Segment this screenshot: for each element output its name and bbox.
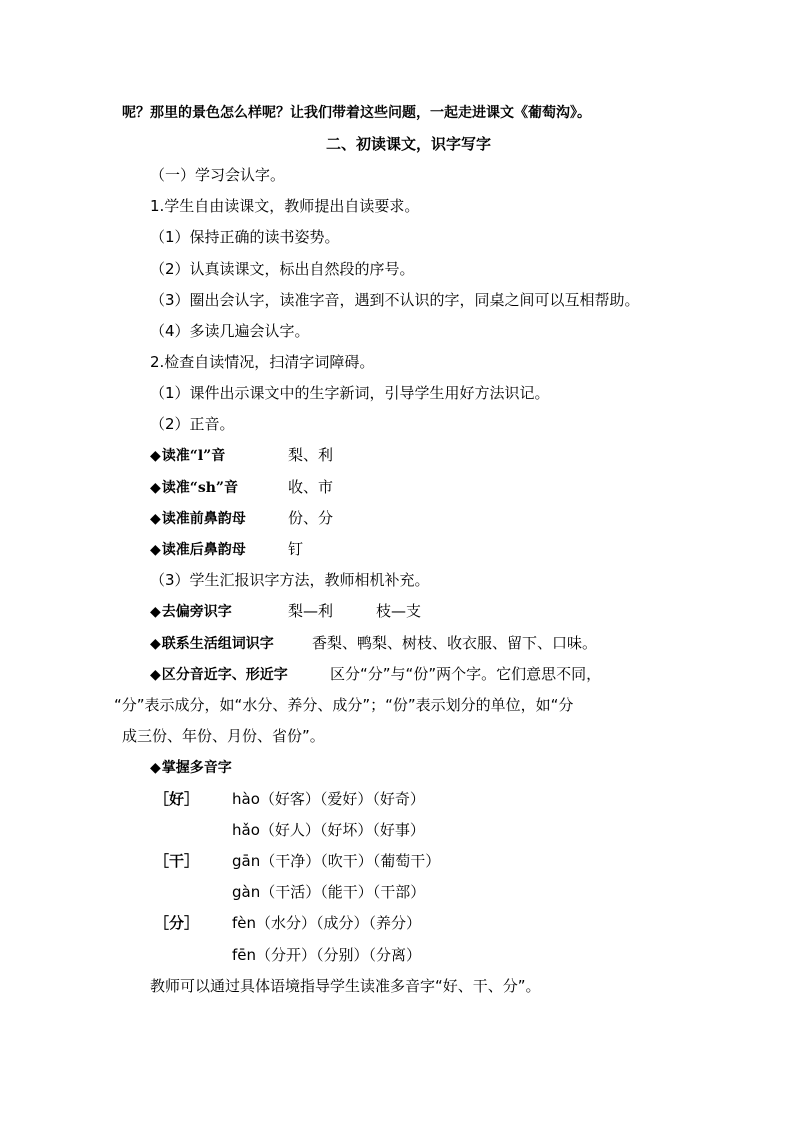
diamond-bullet-icon: ◆ xyxy=(150,542,161,558)
step1-text: 1.学生自由读课文，教师提出自读要求。 xyxy=(150,197,420,215)
diamond-bullet-icon: ◆ xyxy=(150,480,161,496)
diamond-bullet-icon: ◆ xyxy=(150,760,161,776)
polyphone-reading: fēn（分开）（分别）（分离） xyxy=(232,946,422,964)
intro-tail-text: 呢？那里的景色怎么样呢？让我们带着这些问题，一起走进课文《葡萄沟》。 xyxy=(122,105,591,121)
step2-item-2: （2）正音。 xyxy=(150,415,235,433)
step2-item-1: （1）课件出示课文中的生字新词，引导学生用好方法识记。 xyxy=(150,384,550,402)
pronunciation-label: 读准前鼻韵母 xyxy=(161,511,246,527)
diamond-bullet-icon: ◆ xyxy=(150,448,161,464)
radical-pair-1: 梨—利 xyxy=(288,602,334,620)
pronunciation-row xyxy=(150,508,246,529)
diamond-bullet-icon: ◆ xyxy=(150,667,161,683)
section-heading: 二、初读课文，识字写字 xyxy=(326,135,492,153)
pronunciation-label: 读准后鼻韵母 xyxy=(161,542,246,558)
distinguish-line-3: 成三份、年份、月份、省份”。 xyxy=(122,727,325,745)
polyphone-label: 掌握多音字 xyxy=(161,760,232,776)
diamond-bullet-icon: ◆ xyxy=(150,604,161,620)
pronunciation-chars: 份、分 xyxy=(288,509,334,527)
step1-item-4: （4）多读几遍会认字。 xyxy=(150,322,310,340)
pronunciation-label: 读准“sh”音 xyxy=(161,480,238,496)
pronunciation-row xyxy=(150,477,238,498)
polyphone-char: ［分］ xyxy=(154,914,200,932)
pronunciation-chars: 钉 xyxy=(288,540,304,558)
polyphone-reading: gān（干净）（吹干）（葡萄干） xyxy=(232,852,441,870)
pronunciation-row xyxy=(150,539,246,560)
word-group-text: 香梨、鸭梨、树枝、收衣服、留下、口味。 xyxy=(312,634,598,652)
closing-text: 教师可以通过具体语境指导学生读准多音字“好、干、分”。 xyxy=(150,977,541,995)
polyphone-char: ［干］ xyxy=(154,852,200,870)
diamond-bullet-icon: ◆ xyxy=(150,636,161,652)
subsection-title: （一）学习会认字。 xyxy=(150,166,286,184)
polyphone-char: ［好］ xyxy=(154,790,200,808)
polyphone-reading: hào（好客）（爱好）（好奇） xyxy=(232,790,425,808)
radical-pair-2: 枝—支 xyxy=(376,602,422,620)
word-group-label: 联系生活组词识字 xyxy=(161,636,274,652)
diamond-bullet-icon: ◆ xyxy=(150,511,161,527)
polyphone-reading: gàn（干活）（能干）（干部） xyxy=(232,883,426,901)
radical-row xyxy=(150,601,232,622)
polyphone-row xyxy=(150,757,232,778)
pronunciation-chars: 收、市 xyxy=(288,478,334,496)
pronunciation-chars: 梨、利 xyxy=(288,446,334,464)
distinguish-line-1: 区分“分”与“份”两个字。它们意思不同， xyxy=(330,665,602,683)
step1-item-3: （3）圈出会认字，读准字音，遇到不认识的字，同桌之间可以互相帮助。 xyxy=(150,291,640,309)
pronunciation-label: 读准“l”音 xyxy=(161,448,226,464)
distinguish-row xyxy=(150,664,288,685)
step2-text: 2.检查自读情况，扫清字词障碍。 xyxy=(150,353,375,371)
polyphone-reading: fèn（水分）（成分）（养分） xyxy=(232,914,422,932)
word-group-row xyxy=(150,633,274,654)
pronunciation-row xyxy=(150,445,225,466)
step1-item-2: （2）认真读课文，标出自然段的序号。 xyxy=(150,260,415,278)
step1-item-1: （1）保持正确的读书姿势。 xyxy=(150,228,340,246)
step2-item-3: （3）学生汇报识字方法，教师相机补充。 xyxy=(150,571,430,589)
radical-label: 去偏旁识字 xyxy=(161,604,232,620)
distinguish-label: 区分音近字、形近字 xyxy=(161,667,288,683)
polyphone-reading: hǎo（好人）（好坏）（好事） xyxy=(232,821,425,839)
distinguish-line-2: “分”表示成分，如“水分、养分、成分”；“份”表示划分的单位，如“分 xyxy=(114,696,574,714)
